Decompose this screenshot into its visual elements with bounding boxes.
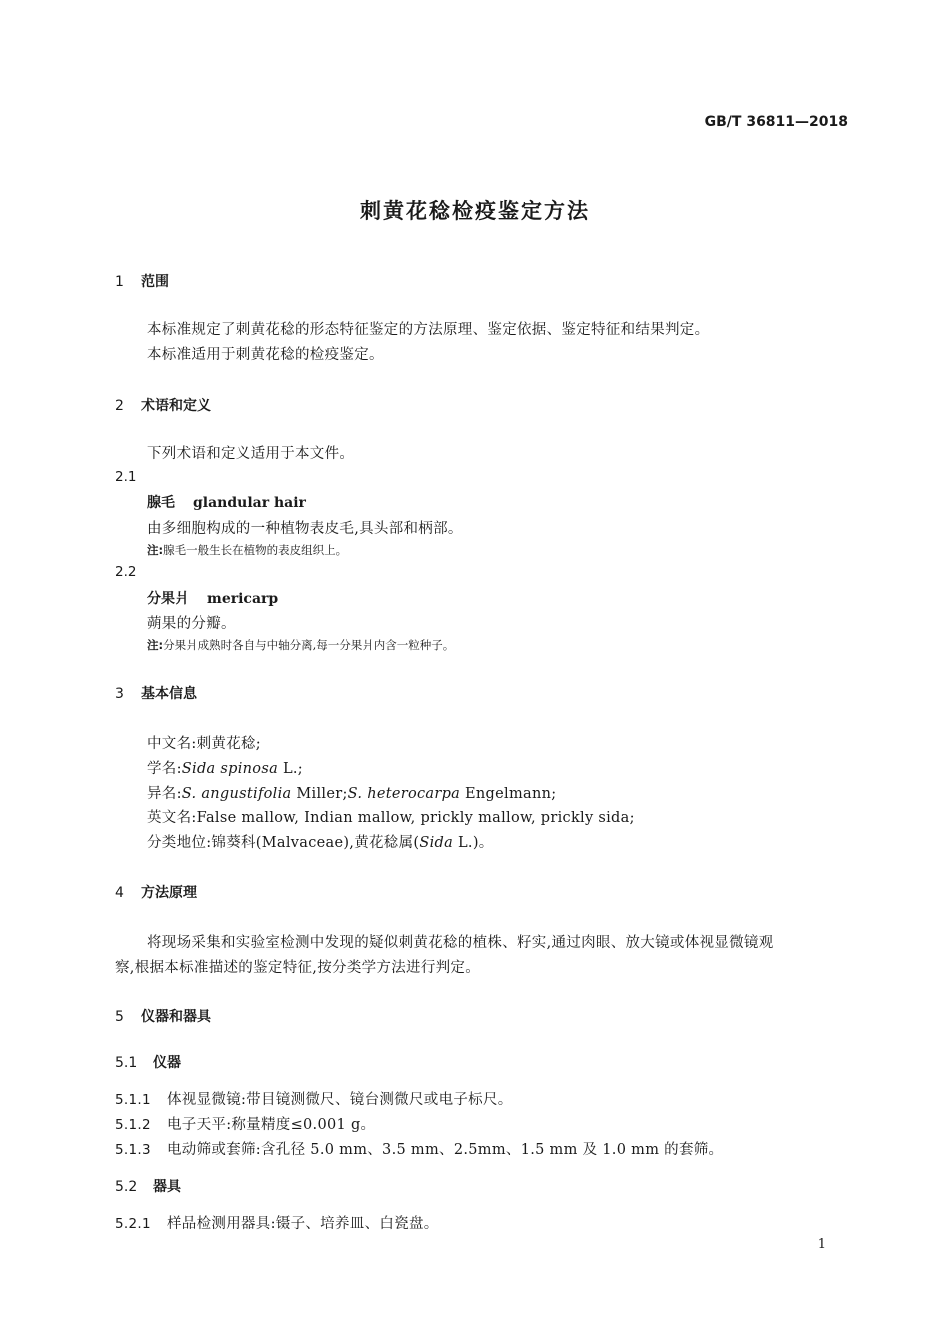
item-number: 5.1.1 [115, 1092, 151, 1108]
list-item [115, 1088, 513, 1109]
synonym: S. angustifolia [181, 786, 292, 802]
label: 分类地位: [147, 835, 212, 851]
author: L.; [282, 761, 303, 777]
term-zh: 腺毛 [147, 495, 175, 511]
term-note [147, 637, 454, 653]
term-number: 2.2 [115, 564, 137, 580]
term-en: mericarp [207, 591, 279, 607]
note-label: 注: [147, 543, 164, 557]
term-heading [147, 492, 306, 512]
page-number: 1 [817, 1237, 826, 1252]
item-text: 样品检测用器具:镊子、培养皿、白瓷盘。 [167, 1216, 439, 1232]
item-number: 5.2.1 [115, 1216, 151, 1232]
subsection-5-1-heading [115, 1052, 181, 1072]
term-number: 2.1 [115, 469, 137, 485]
value: Sida spinosa [181, 761, 279, 777]
label: 中文名: [147, 736, 197, 752]
section-1-heading [115, 271, 169, 291]
note-label: 注: [147, 638, 164, 652]
document-title: 刺黄花稔检疫鉴定方法 [360, 199, 590, 223]
term-en: glandular hair [193, 495, 306, 511]
info-taxonomy [147, 831, 494, 852]
label: 英文名: [147, 810, 197, 826]
term-definition: 由多细胞构成的一种植物表皮毛,具头部和柄部。 [147, 521, 463, 537]
value: False mallow, Indian mallow, prickly mallow, prickly sida; [196, 810, 635, 826]
genus: Sida [419, 835, 454, 851]
section-title: 术语和定义 [141, 398, 211, 414]
label: 异名: [147, 786, 182, 802]
label: 学名: [147, 761, 182, 777]
info-chinese-name [147, 732, 261, 753]
paragraph: 下列术语和定义适用于本文件。 [147, 446, 355, 462]
section-2-heading [115, 395, 211, 415]
section-4-heading [115, 882, 197, 902]
item-text: 电动筛或套筛:含孔径 5.0 mm、3.5 mm、2.5mm、1.5 mm 及 1.0 mm 的套筛。 [167, 1142, 724, 1158]
item-text: 电子天平:称量精度≤0.001 g。 [167, 1117, 376, 1133]
section-number: 5 [115, 1009, 124, 1025]
note-text: 分果爿成熟时各自与中轴分离,每一分果爿内含一粒种子。 [163, 638, 455, 652]
subsection-number: 5.1 [115, 1055, 138, 1071]
paragraph: 察,根据本标准描述的鉴定特征,按分类学方法进行判定。 [115, 960, 481, 976]
info-synonyms [147, 782, 556, 803]
item-text: 体视显微镜:带目镜测微尺、镜台测微尺或电子标尺。 [167, 1092, 513, 1108]
list-item [115, 1113, 375, 1134]
section-number: 2 [115, 398, 124, 414]
section-number: 4 [115, 885, 124, 901]
synonym: S. heterocarpa [347, 786, 461, 802]
section-title: 基本信息 [141, 686, 197, 702]
standard-number: GB/T 36811—2018 [704, 114, 848, 130]
term-zh: 分果爿 [147, 591, 189, 607]
paragraph: 本标准规定了刺黄花稔的形态特征鉴定的方法原理、鉴定依据、鉴定特征和结果判定。 [147, 322, 710, 338]
section-title: 仪器和器具 [141, 1009, 211, 1025]
note-text: 腺毛一般生长在植物的表皮组织上。 [163, 543, 348, 557]
section-number: 3 [115, 686, 124, 702]
value: 刺黄花稔; [196, 736, 261, 752]
term-definition: 蒴果的分瓣。 [147, 616, 236, 632]
list-item [115, 1138, 723, 1159]
section-3-heading [115, 683, 197, 703]
info-english-name [147, 806, 635, 827]
item-number: 5.1.2 [115, 1117, 151, 1133]
section-5-heading [115, 1006, 211, 1026]
value: L.)。 [453, 835, 494, 851]
author: Miller; [296, 786, 348, 802]
paragraph: 本标准适用于刺黄花稔的检疫鉴定。 [147, 347, 384, 363]
author: Engelmann; [465, 786, 557, 802]
subsection-title: 器具 [153, 1179, 181, 1195]
list-item [115, 1212, 439, 1233]
subsection-title: 仪器 [153, 1055, 181, 1071]
term-heading [147, 588, 278, 608]
value: 锦葵科(Malvaceae),黄花稔属( [211, 835, 420, 851]
item-number: 5.1.3 [115, 1142, 151, 1158]
term-note [147, 542, 347, 558]
subsection-5-2-heading [115, 1176, 181, 1196]
info-scientific-name [147, 757, 303, 778]
paragraph: 将现场采集和实验室检测中发现的疑似刺黄花稔的植株、籽实,通过肉眼、放大镜或体视显微镜观 [147, 935, 774, 951]
section-title: 范围 [141, 274, 169, 290]
subsection-number: 5.2 [115, 1179, 138, 1195]
section-title: 方法原理 [141, 885, 197, 901]
section-number: 1 [115, 274, 124, 290]
